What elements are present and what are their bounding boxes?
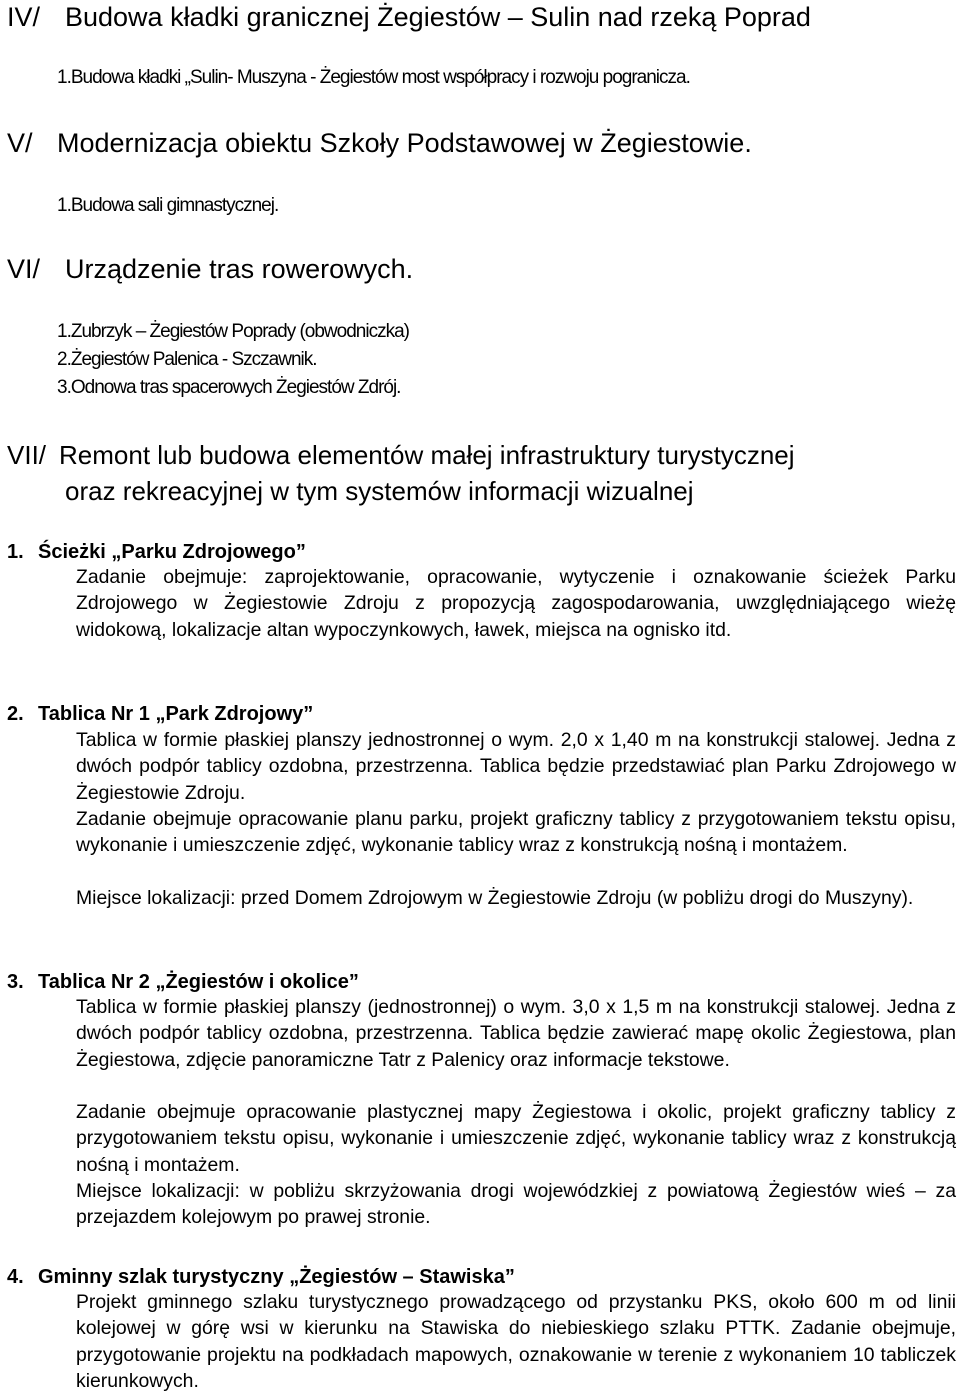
section-heading-vi bbox=[7, 254, 414, 285]
section-title-line1: Remont lub budowa elementów małej infrastruktury turystycznej bbox=[59, 440, 795, 470]
list-item bbox=[57, 376, 400, 400]
section-number: V/ bbox=[7, 128, 33, 158]
item-title: Tablica Nr 1 „Park Zdrojowy” bbox=[38, 703, 314, 725]
item-number: 1. bbox=[7, 541, 24, 563]
item-heading-4 bbox=[7, 1265, 515, 1289]
section-heading-v bbox=[7, 128, 752, 159]
paragraph: Tablica w formie płaskiej planszy (jednostronnej) o wym. 3,0 x 1,5 m na konstrukcji stalowej. Jedna z dwóch podpór tablicy ozdobna, przestrzenna. Tablica będzie zawierać mapę okolic Żegiestowa, plan Żegiestowa, zdjęcie panoramiczne Tatr z Palenicy oraz informacje tekstowe. bbox=[76, 996, 956, 1071]
paragraph: Miejsce lokalizacji: w pobliżu skrzyżowania drogi wojewódzkiej z powiatową Żegiestów wieś – za przejazdem kolejowym po prawej stronie. bbox=[76, 1180, 956, 1229]
list-item bbox=[57, 194, 278, 218]
list-number: 1. bbox=[57, 195, 71, 216]
item-title: Gminny szlak turystyczny „Żegiestów – Stawiska” bbox=[38, 1266, 515, 1288]
section-title: Urządzenie tras rowerowych. bbox=[65, 254, 414, 284]
paragraph: Projekt gminnego szlaku turystycznego prowadzącego od przystanku PKS, około 600 m od linii kolejowej w górę wsi w kierunku na Stawiska do niebieskiego szlaku PTTK. Zadanie obejmuje, przygotowanie projektu na podkładach mapowych, oznakowanie w terenie z wykonaniem 10 tabliczek kierunkowych. bbox=[76, 1291, 956, 1392]
list-text: Żegiestów Palenica - Szczawnik. bbox=[70, 349, 317, 370]
section-heading-iv bbox=[7, 2, 811, 33]
section-number: VI/ bbox=[7, 254, 41, 284]
list-text: Odnowa tras spacerowych Żegiestów Zdrój. bbox=[70, 377, 401, 398]
list-number: 1. bbox=[57, 67, 71, 88]
paragraph: Tablica w formie płaskiej planszy jednostronnej o wym. 2,0 x 1,40 m na konstrukcji stalowej. Jedna z dwóch podpór tablicy ozdobna, przestrzenna. Tablica będzie przedstawiać plan Parku Zdrojowego w Żegiestowie Zdroju. bbox=[76, 729, 956, 804]
list-item bbox=[57, 348, 317, 372]
section-heading-vii bbox=[7, 440, 795, 471]
item-title: Ścieżki „Parku Zdrojowego” bbox=[38, 541, 306, 563]
list-text: Budowa sali gimnastycznej. bbox=[70, 195, 279, 216]
section-title: Modernizacja obiektu Szkoły Podstawowej w Żegiestowie. bbox=[57, 128, 752, 158]
list-item bbox=[57, 320, 409, 344]
list-text: Zubrzyk – Żegiestów Poprady (obwodniczka) bbox=[70, 321, 409, 342]
list-number: 3. bbox=[57, 377, 71, 398]
section-title: Budowa kładki granicznej Żegiestów – Sulin nad rzeką Poprad bbox=[65, 2, 811, 32]
section-number: VII/ bbox=[7, 440, 47, 470]
item-number: 2. bbox=[7, 703, 24, 725]
list-text: Budowa kładki „Sulin- Muszyna - Żegiestów most współpracy i rozwoju pogranicza. bbox=[70, 67, 690, 88]
paragraph: Zadanie obejmuje opracowanie plastycznej mapy Żegiestowa i okolic, projekt graficzny tablicy z przygotowaniem tekstu opisu, wykonanie i umieszczenie zdjęć, wykonanie tablicy wraz z konstrukcją nośną i montażem. bbox=[76, 1101, 956, 1176]
item-title: Tablica Nr 2 „Żegiestów i okolice” bbox=[38, 971, 359, 993]
paragraph: Zadanie obejmuje: zaprojektowanie, opracowanie, wytyczenie i oznakowanie ścieżek Parku Zdrojowego w Żegiestowie Zdroju z propozycją zagospodarowania, uwzględniającego wieżę widokową, lokalizacje altan wypoczynkowych, ławek, miejsca na ognisko itd. bbox=[76, 566, 956, 641]
item-heading-1 bbox=[7, 540, 306, 564]
item-number: 3. bbox=[7, 971, 24, 993]
item-heading-2 bbox=[7, 702, 313, 726]
item-number: 4. bbox=[7, 1266, 24, 1288]
paragraph: Zadanie obejmuje opracowanie planu parku, projekt graficzny tablicy z przygotowaniem tekstu opisu, wykonanie i umieszczenie zdjęć, wykonanie tablicy wraz z konstrukcją nośną i montażem. bbox=[76, 808, 956, 857]
item-heading-3 bbox=[7, 970, 359, 994]
list-item bbox=[57, 66, 690, 90]
paragraph: Miejsce lokalizacji: przed Domem Zdrojowym w Żegiestowie Zdroju (w pobliżu drogi do Muszyny). bbox=[76, 887, 914, 909]
section-number: IV/ bbox=[7, 2, 41, 32]
list-number: 1. bbox=[57, 321, 71, 342]
section-title-line2: oraz rekreacyjnej w tym systemów informacji wizualnej bbox=[65, 476, 694, 506]
list-number: 2. bbox=[57, 349, 71, 370]
